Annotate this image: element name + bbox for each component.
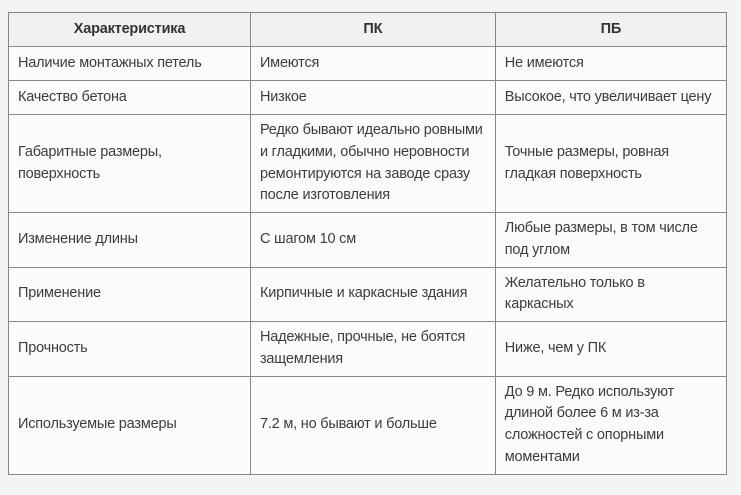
header-cell-pk: ПК	[250, 13, 495, 47]
cell-pk: Надежные, прочные, не боятся защемления	[250, 322, 495, 377]
table-row	[9, 267, 727, 322]
cell-pb: Не имеются	[495, 47, 726, 81]
cell-characteristic: Прочность	[9, 322, 251, 377]
cell-characteristic: Габаритные размеры, поверхность	[9, 115, 251, 213]
cell-characteristic: Изменение длины	[9, 213, 251, 268]
cell-pb: До 9 м. Редко используют длиной более 6 м из-за сложностей с опорными моментами	[495, 376, 726, 474]
cell-characteristic: Качество бетона	[9, 81, 251, 115]
cell-pb: Ниже, чем у ПК	[495, 322, 726, 377]
cell-pk: 7.2 м, но бывают и больше	[250, 376, 495, 474]
table-row	[9, 115, 727, 213]
table-row	[9, 376, 727, 474]
table-row	[9, 213, 727, 268]
cell-pk: Имеются	[250, 47, 495, 81]
comparison-table	[8, 12, 727, 475]
cell-pb: Высокое, что увеличивает цену	[495, 81, 726, 115]
cell-pk: С шагом 10 см	[250, 213, 495, 268]
header-cell-characteristic: Характеристика	[9, 13, 251, 47]
table-header-row	[9, 13, 727, 47]
header-cell-pb: ПБ	[495, 13, 726, 47]
cell-pb: Желательно только в каркасных	[495, 267, 726, 322]
cell-pk: Низкое	[250, 81, 495, 115]
table-row	[9, 81, 727, 115]
table-body	[9, 47, 727, 475]
cell-pk: Кирпичные и каркасные здания	[250, 267, 495, 322]
table-row	[9, 47, 727, 81]
cell-characteristic: Применение	[9, 267, 251, 322]
cell-characteristic: Наличие монтажных петель	[9, 47, 251, 81]
cell-pb: Точные размеры, ровная гладкая поверхность	[495, 115, 726, 213]
table-row	[9, 322, 727, 377]
cell-pb: Любые размеры, в том числе под углом	[495, 213, 726, 268]
cell-characteristic: Используемые размеры	[9, 376, 251, 474]
cell-pk: Редко бывают идеально ровными и гладкими, обычно неровности ремонтируются на заводе сразу после изготовления	[250, 115, 495, 213]
